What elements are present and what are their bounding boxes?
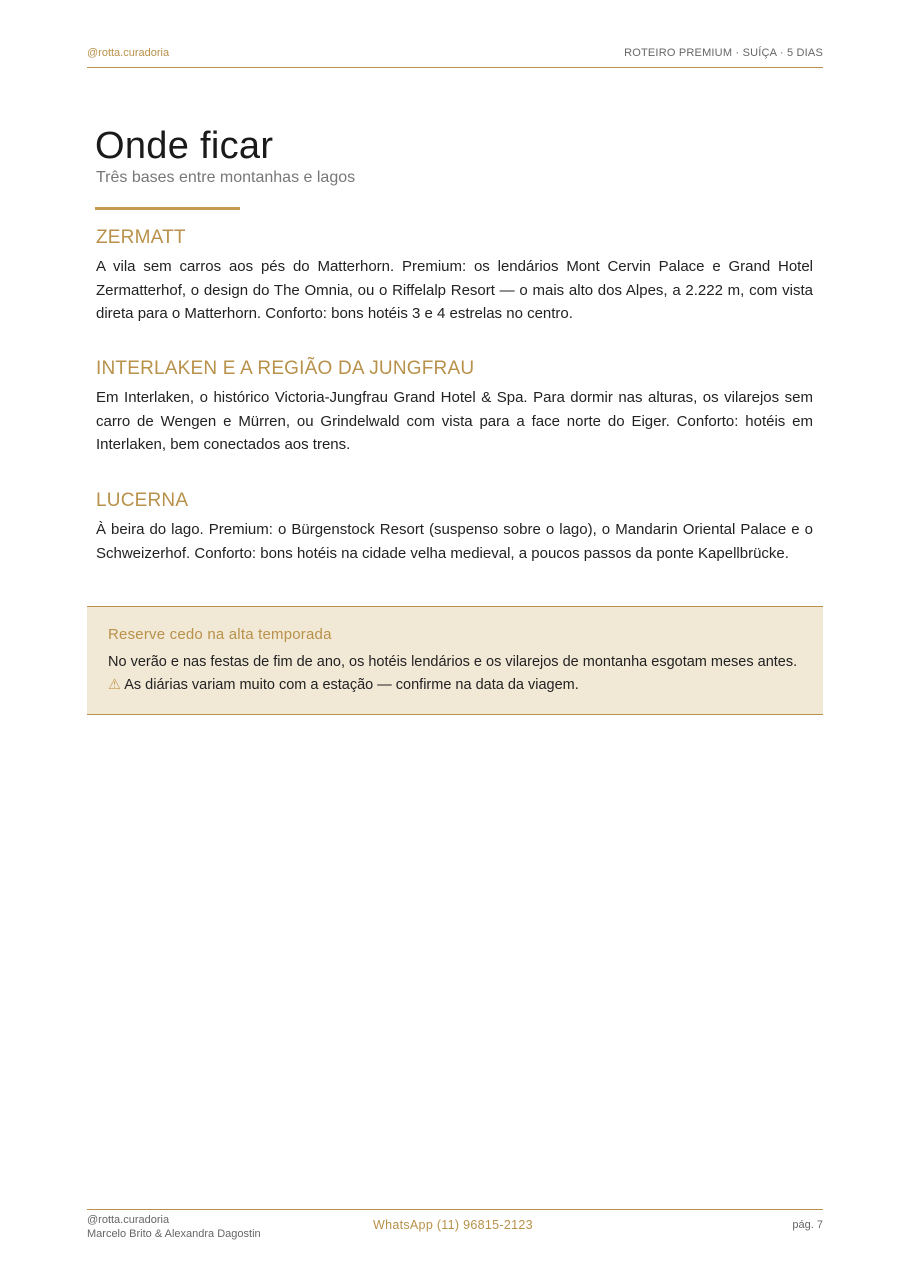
callout-title: Reserve cedo na alta temporada [108,626,332,643]
page-header [87,46,823,68]
section-interlaken [96,356,813,457]
callout-text-continued: As diárias variam muito com a estação — confirme na data da viagem. [124,676,579,693]
section-heading: LUCERNA [96,490,189,511]
section-zermatt [96,225,813,326]
footer-credits [87,1213,261,1241]
page-title: Onde ficar [95,125,274,167]
footer-authors: Marcelo Brito & Alexandra Dagostin [87,1228,261,1240]
footer-handle: @rotta.curadoria [87,1214,170,1226]
header-handle: @rotta.curadoria [87,47,170,59]
page-subtitle: Três bases entre montanhas e lagos [96,169,356,186]
section-heading: ZERMATT [96,227,186,248]
section-heading: INTERLAKEN E A REGIÃO DA JUNGFRAU [96,358,475,379]
callout-text: No verão e nas festas de fim de ano, os hotéis lendários e os vilarejos de montanha esgotam meses antes. [108,654,798,670]
title-divider [95,207,240,210]
section-body: À beira do lago. Premium: o Bürgenstock Resort (suspenso sobre o lago), o Mandarin Oriental Palace e o Schweizerhof. Conforto: bons hotéis na cidade velha medieval, a poucos passos da ponte Kapellbrücke. [96,521,813,562]
section-body: Em Interlaken, o histórico Victoria-Jungfrau Grand Hotel & Spa. Para dormir nas alturas, os vilarejos sem carro de Wengen e Mürren, ou Grindelwald com vista para a face norte do Eiger. Conforto: hotéis em Interlaken, bem conectados aos trens. [96,389,813,453]
section-lucerna [96,488,813,565]
callout-box [87,606,823,715]
page-number: pág. 7 [792,1219,823,1231]
footer-whatsapp-contact: WhatsApp (11) 96815-2123 [373,1218,533,1232]
warning-icon: ⚠ [108,676,121,693]
page-footer [87,1209,823,1250]
callout-body [108,651,802,696]
section-body: A vila sem carros aos pés do Matterhorn. Premium: os lendários Mont Cervin Palace e Grand Hotel Zermatterhof, o design do The Omnia, ou o Riffelalp Resort — o mais alto dos Alpes, a 2.222 m, com vista direta para o Matterhorn. Conforto: bons hotéis 3 e 4 estrelas no centro. [96,258,813,322]
header-document-label: ROTEIRO PREMIUM · SUÍÇA · 5 DIAS [624,47,823,59]
